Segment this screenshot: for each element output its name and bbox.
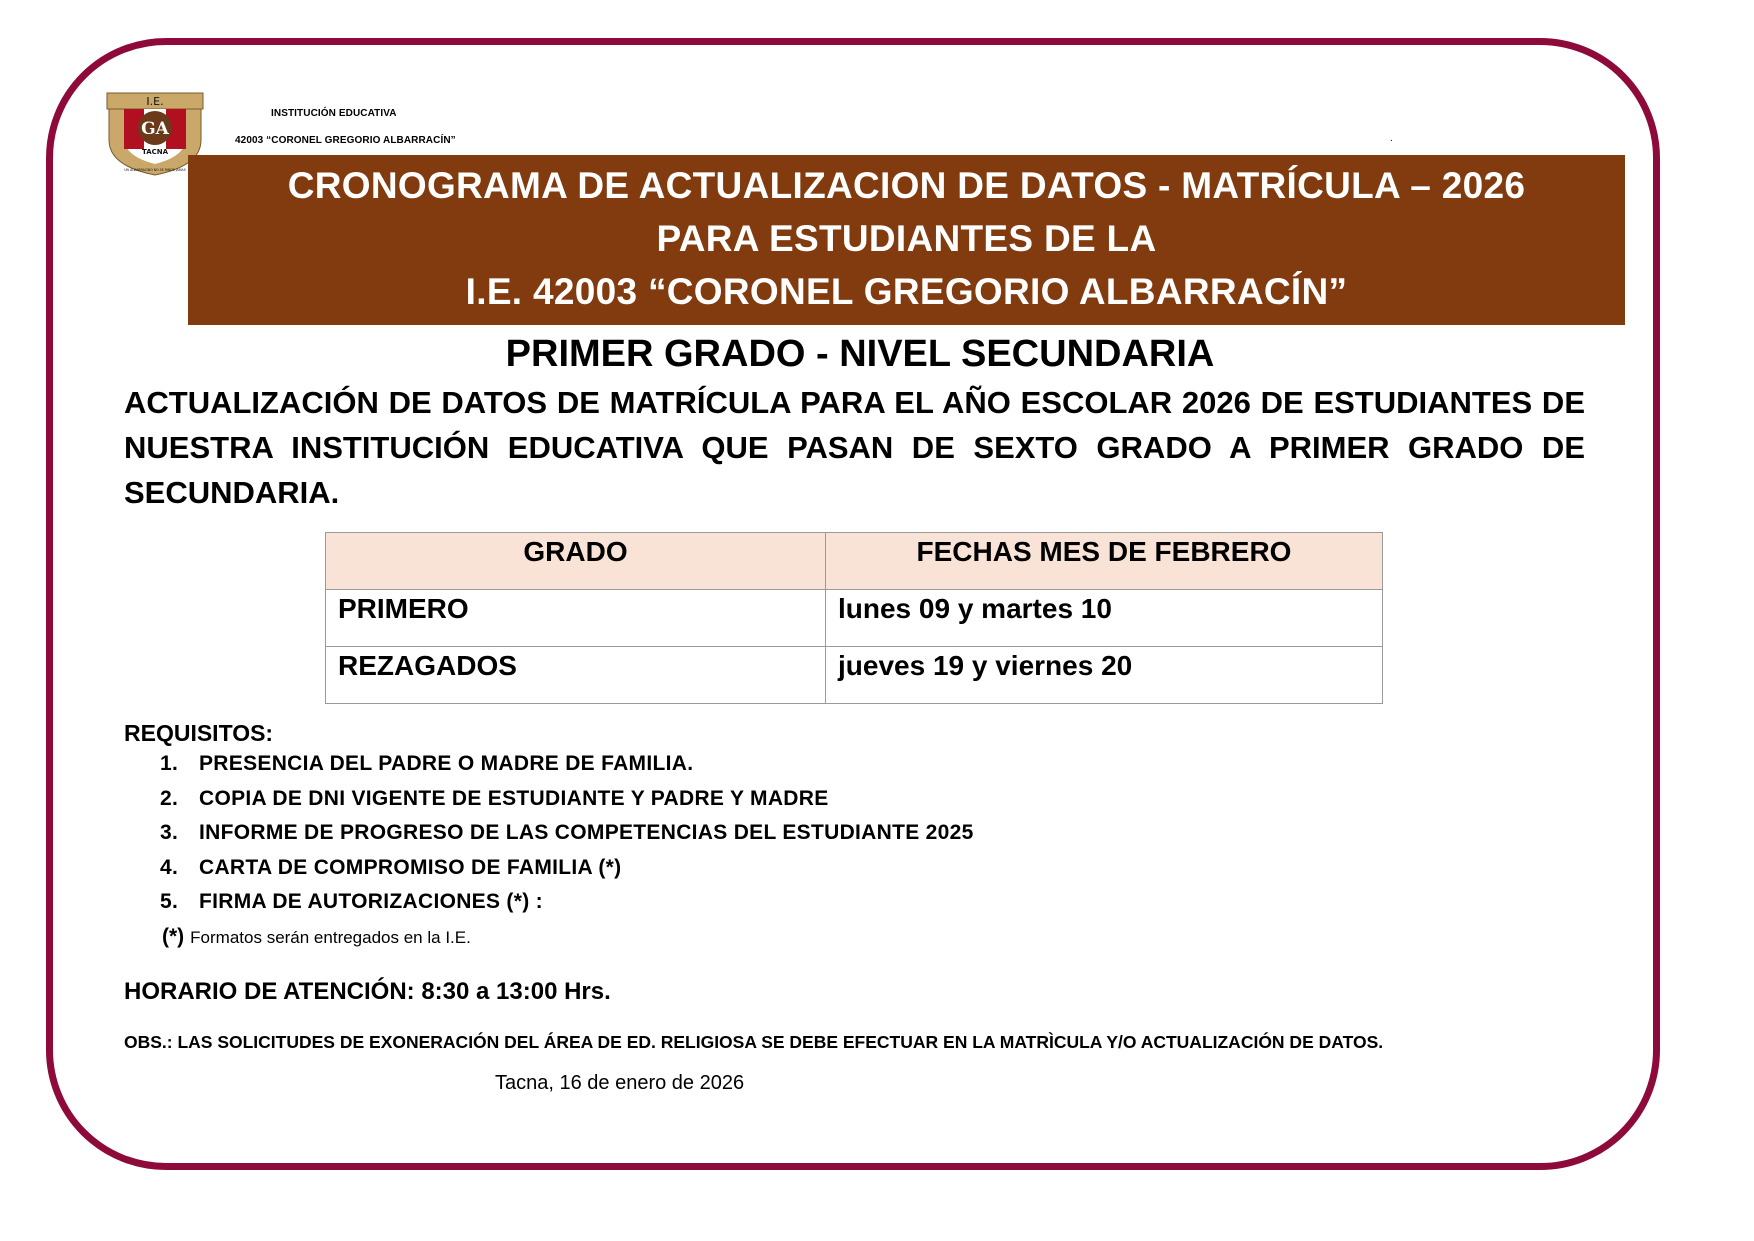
title-banner [188, 155, 1625, 325]
fechas-cell: jueves 19 y viernes 20 [826, 647, 1383, 704]
list-item: 3. INFORME DE PROGRESO DE LAS COMPETENCIAS DEL ESTUDIANTE 2025 [160, 821, 974, 844]
table-row [326, 590, 1383, 647]
table-row [326, 647, 1383, 704]
list-item: 4. CARTA DE COMPROMISO DE FAMILIA (*) [160, 855, 622, 879]
document-date: Tacna, 16 de enero de 2026 [495, 1072, 745, 1094]
note-mark: (*) [162, 925, 185, 948]
grado-cell: REZAGADOS [326, 647, 826, 704]
grado-cell: PRIMERO [326, 590, 826, 647]
office-hours: HORARIO DE ATENCIÓN: 8:30 a 13:00 Hrs. [124, 978, 611, 1005]
svg-text:I.E.: I.E. [146, 95, 164, 108]
note-text: Formatos serán entregados en la I.E. [190, 928, 471, 947]
list-item: 5. FIRMA DE AUTORIZACIONES (*) : [160, 890, 543, 913]
column-header-grado: GRADO [326, 533, 826, 590]
column-header-fechas: FECHAS MES DE FEBRERO [826, 533, 1383, 590]
banner-line-1: CRONOGRAMA DE ACTUALIZACION DE DATOS - MATRÍCULA – 2026 [287, 165, 1526, 206]
svg-text:GA: GA [141, 119, 169, 139]
banner-line-3: I.E. 42003 “CORONEL GREGORIO ALBARRACÍN” [465, 271, 1348, 312]
page-subtitle: PRIMER GRADO - NIVEL SECUNDARIA [505, 333, 1215, 375]
list-item: 2. COPIA DE DNI VIGENTE DE ESTUDIANTE Y PADRE Y MADRE [160, 786, 829, 810]
fechas-cell: lunes 09 y martes 10 [826, 590, 1383, 647]
schedule-table [325, 532, 1383, 704]
table-header-row [326, 533, 1383, 590]
svg-text:UN ALBARRACINO NO SE RINDE JAM: UN ALBARRACINO NO SE RINDE JAMAS [124, 168, 186, 172]
list-item: 1. PRESENCIA DEL PADRE O MADRE DE FAMILIA. [160, 752, 694, 775]
institution-name: 42003 “CORONEL GREGORIO ALBARRACÍN” [235, 135, 456, 146]
banner-line-2: PARA ESTUDIANTES DE LA [656, 218, 1157, 259]
formats-note [162, 925, 471, 949]
svg-text:TACNA: TACNA [141, 148, 169, 156]
requirements-title: REQUISITOS: [124, 720, 274, 746]
institution-label: INSTITUCIÓN EDUCATIVA [271, 108, 397, 119]
requirements-list [160, 752, 974, 925]
intro-paragraph: ACTUALIZACIÓN DE DATOS DE MATRÍCULA PARA EL AÑO ESCOLAR 2026 DE ESTUDIANTES DE NUESTRA INSTITUCIÓN EDUCATIVA QUE PASAN DE SEXTO GRADO A PRIMER GRADO DE SECUNDARIA. [124, 385, 1585, 510]
header-dot: . [1390, 133, 1393, 144]
observation-note: OBS.: LAS SOLICITUDES DE EXONERACIÓN DEL ÁREA DE ED. RELIGIOSA SE DEBE EFECTUAR EN LA MATRÌCULA Y/O ACTUALIZACIÓN DE DATOS. [124, 1032, 1384, 1052]
